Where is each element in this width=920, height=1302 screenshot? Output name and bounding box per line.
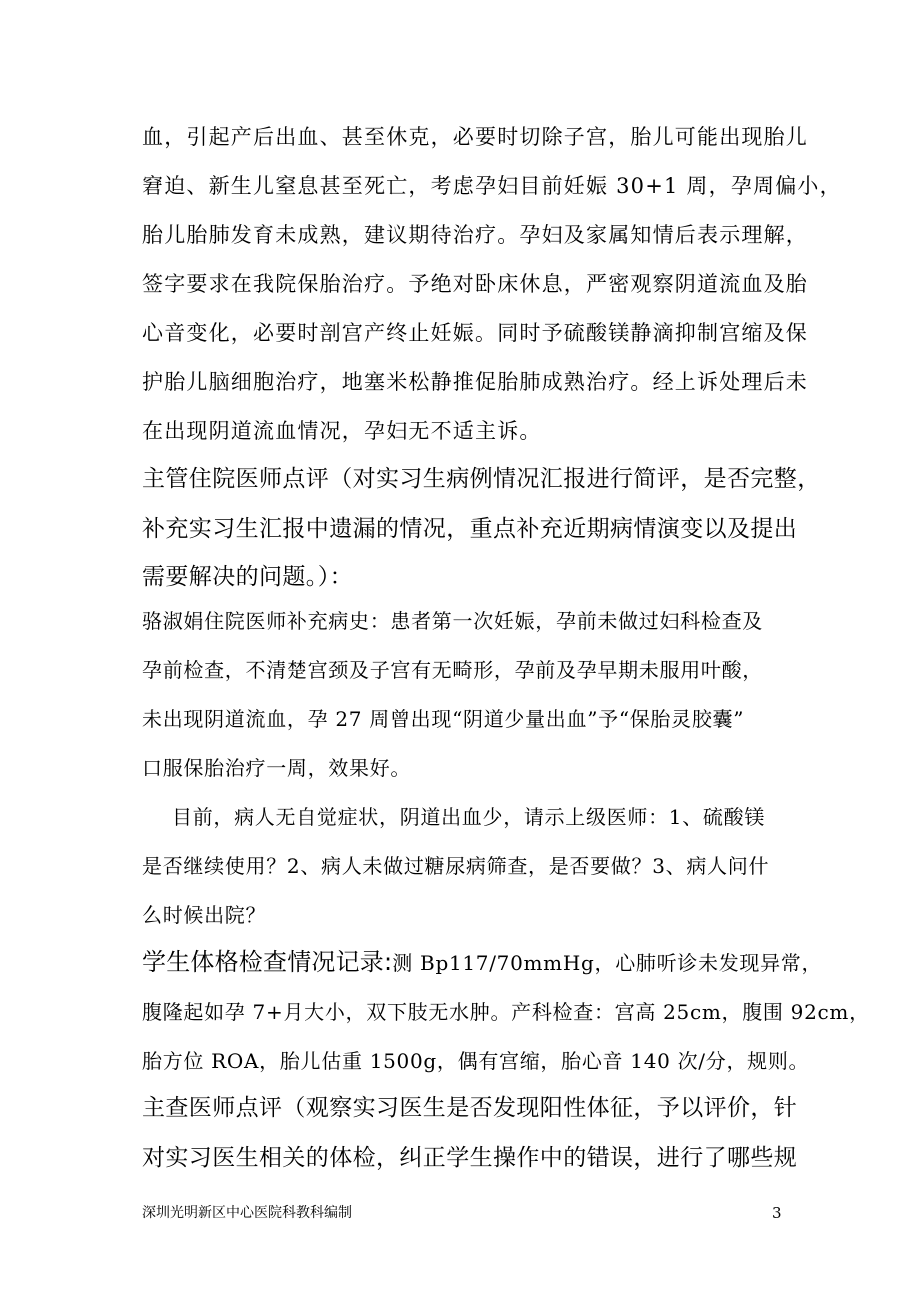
text-line: 口服保胎治疗一周，效果好。 <box>142 756 412 780</box>
text-span: 测 Bp117/70mmHg，心肺听诊未发现异常， <box>392 951 823 975</box>
section-heading-resident-review: 需要解决的问题。）： <box>142 564 353 590</box>
text-line: 在出现阴道流血情况，孕妇无不适主诉。 <box>142 419 542 443</box>
section-heading-attending-review: 主查医师点评（观察实习医生是否发现阳性体征，予以评价，针 <box>142 1095 798 1121</box>
page-number: 3 <box>772 1204 782 1222</box>
text-line: 腹隆起如孕 7+月大小，双下肢无水肿。产科检查：宫高 25cm，腹围 92cm， <box>142 1000 870 1024</box>
text-line: 目前，病人无自觉症状，阴道出血少，请示上级医师：1、硫酸镁 <box>172 805 766 829</box>
section-heading-exam: 学生体格检查情况记录: <box>142 948 393 976</box>
text-line: 窘迫、新生儿窒息甚至死亡，考虑孕妇目前妊娠 30+1 周，孕周偏小， <box>142 174 842 198</box>
text-line: 是否继续使用？2、病人未做过糖尿病筛查，是否要做？3、病人问什 <box>142 854 770 878</box>
section-heading-attending-review: 对实习医生相关的体检，纠正学生操作中的错误，进行了哪些规 <box>142 1145 798 1171</box>
text-line: 未出现阴道流血，孕 27 周曾出现“阴道少量出血”予“保胎灵胶囊” <box>142 707 745 731</box>
section-heading-resident-review: 主管住院医师点评（对实习生病例情况汇报进行简评，是否完整， <box>142 466 821 492</box>
exam-record-line <box>142 948 823 976</box>
text-line: 骆淑娟住院医师补充病史：患者第一次妊娠，孕前未做过妇科检查及 <box>142 609 763 633</box>
text-line: 护胎儿脑细胞治疗，地塞米松静推促胎肺成熟治疗。经上诉处理后未 <box>142 370 808 394</box>
text-line: 胎方位 ROA，胎儿估重 1500g，偶有宫缩，胎心音 140 次/分，规则。 <box>142 1049 810 1073</box>
text-line: 么时候出院？ <box>142 903 267 927</box>
text-line: 孕前检查，不清楚宫颈及子宫有无畸形，孕前及孕早期未服用叶酸， <box>142 658 763 682</box>
text-line: 心音变化，必要时剖宫产终止妊娠。同时予硫酸镁静滴抑制宫缩及保 <box>142 321 808 345</box>
section-heading-resident-review: 补充实习生汇报中遗漏的情况，重点补充近期病情演变以及提出 <box>142 516 798 542</box>
text-line: 签字要求在我院保胎治疗。予绝对卧床休息，严密观察阴道流血及胎 <box>142 272 808 296</box>
text-line: 胎儿胎肺发育未成熟，建议期待治疗。孕妇及家属知情后表示理解， <box>142 223 808 247</box>
text-line: 血，引起产后出血、甚至休克，必要时切除子宫，胎儿可能出现胎儿 <box>142 125 808 149</box>
footer-publisher: 深圳光明新区中心医院科教科编制 <box>142 1205 352 1221</box>
